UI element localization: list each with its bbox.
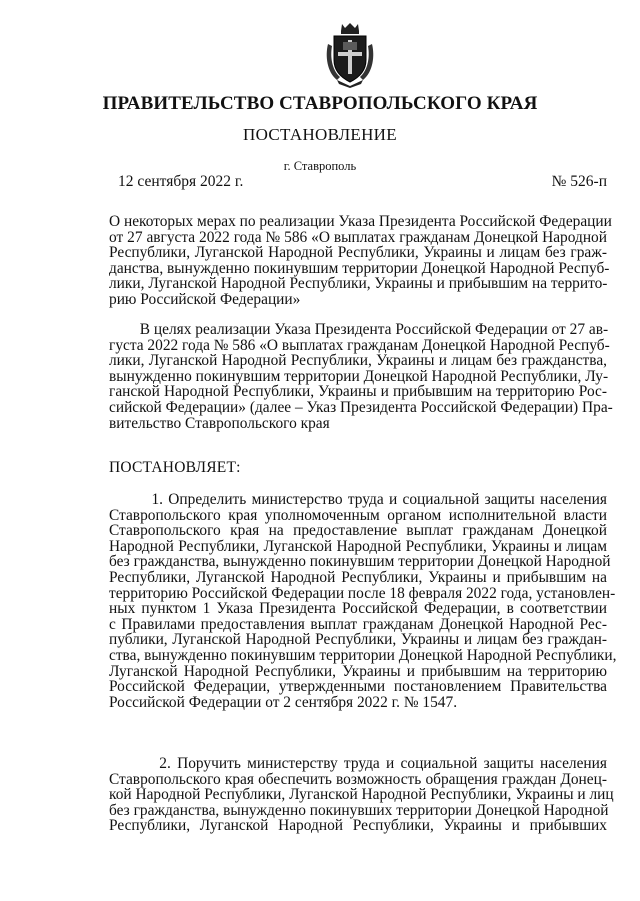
preamble-paragraph — [109, 321, 613, 432]
text-line: лики, Луганской Народной Республики, Украины и лицам без гражданства, — [109, 352, 607, 370]
text-line: без гражданства, вынужденно покинувшим территории Донецкой Народной — [109, 553, 611, 571]
text-line: вительство Ставропольского края — [109, 414, 330, 432]
text-line: кой Народной Республики, Луганской Народной Республики, Украины и лиц — [109, 786, 614, 804]
document-number: № 526-п — [551, 173, 607, 190]
text-line: ства, вынужденно покинувшим территории Донецкой Народной Республики, — [109, 646, 617, 664]
text-line: данства, вынужденно покинувшим территории Донецкой Народной Респуб- — [109, 259, 610, 277]
text-line: густа 2022 года № 586 «О выплатах гражданам Донецкой Народной Респуб- — [109, 336, 610, 354]
text-line: О некоторых мерах по реализации Указа Президента Российской Федерации — [109, 213, 612, 230]
text-line: Республики, Луганской Народной Республики, Украины и прибывшим на — [109, 568, 607, 586]
text-line: вынужденно покинувшим территории Донецкой Народной Республики, Лу- — [109, 367, 609, 385]
text-line: Народной Республики, Луганской Народной Республики, Украины и лицам — [109, 537, 607, 555]
text-line: Республики, Луганской Народной Республики, Украины и лицам без граж- — [109, 244, 607, 262]
text-line: Ставропольского края обеспечить возможность обращения граждан Донец- — [109, 770, 607, 788]
decree-word: ПОСТАНОВЛЯЕТ: — [109, 459, 241, 476]
text-line: от 27 августа 2022 года № 586 «О выплатах гражданам Донецкой Народной — [109, 228, 607, 246]
document-date: 12 сентября 2022 г. — [118, 173, 244, 190]
item-2-paragraph — [109, 755, 614, 835]
organization-title: ПРАВИТЕЛЬСТВО СТАВРОПОЛЬСКОГО КРАЯ — [102, 93, 538, 114]
text-line: рию Российской Федерации» — [109, 290, 301, 308]
text-line: с Правилами предоставления выплат гражданам Донецкой Народной Рес- — [109, 615, 607, 633]
text-line: Российской Федерации от 2 сентября 2022 г. № 1547. — [109, 693, 458, 711]
text-line: 2. Поручить министерству труда и социальной защиты населения — [109, 755, 607, 772]
text-line: 1. Определить министерство труда и социальной защиты населения — [109, 491, 607, 508]
text-line: без гражданства, вынужденно покинувших территории Донецкой Народной — [109, 801, 609, 819]
text-line: лики, Луганской Народной Республики, Украины и прибывшим на террито- — [109, 275, 608, 293]
text-line: Республики, Луганской Народной Республики, Украины и прибывших — [109, 817, 607, 835]
text-line: сийской Федерации» (далее – Указ Президента Российской Федерации) Пра- — [109, 398, 613, 416]
text-line: Ставропольского края уполномоченным органом исполнительной власти — [109, 506, 607, 524]
coat-of-arms-icon — [323, 22, 377, 88]
subject-paragraph — [109, 213, 612, 308]
text-line: Ставропольского края на предоставление выплат гражданам Донецкой — [109, 522, 607, 540]
text-line: В целях реализации Указа Президента Российской Федерации от 27 ав- — [109, 321, 609, 338]
text-line: публики, Луганской Народной Республики, Украины и лицам без граждан- — [109, 631, 607, 649]
document-type: ПОСТАНОВЛЕНИЕ — [243, 125, 397, 144]
city: г. Ставрополь — [283, 159, 357, 173]
text-line: ных пунктом 1 Указа Президента Российской Федерации, в соответствии — [109, 600, 607, 618]
text-line: Российской Федерации, утвержденными постановлением Правительства — [109, 678, 607, 696]
text-line: Луганской Народной Республики, Украины и прибывшим на территорию — [109, 662, 607, 680]
text-line: территорию Российской Федерации после 18 февраля 2022 года, установлен- — [109, 584, 616, 602]
text-line: ганской Народной Республики, Украины и прибывшим на территорию Рос- — [109, 383, 607, 401]
item-1-paragraph — [109, 491, 617, 711]
